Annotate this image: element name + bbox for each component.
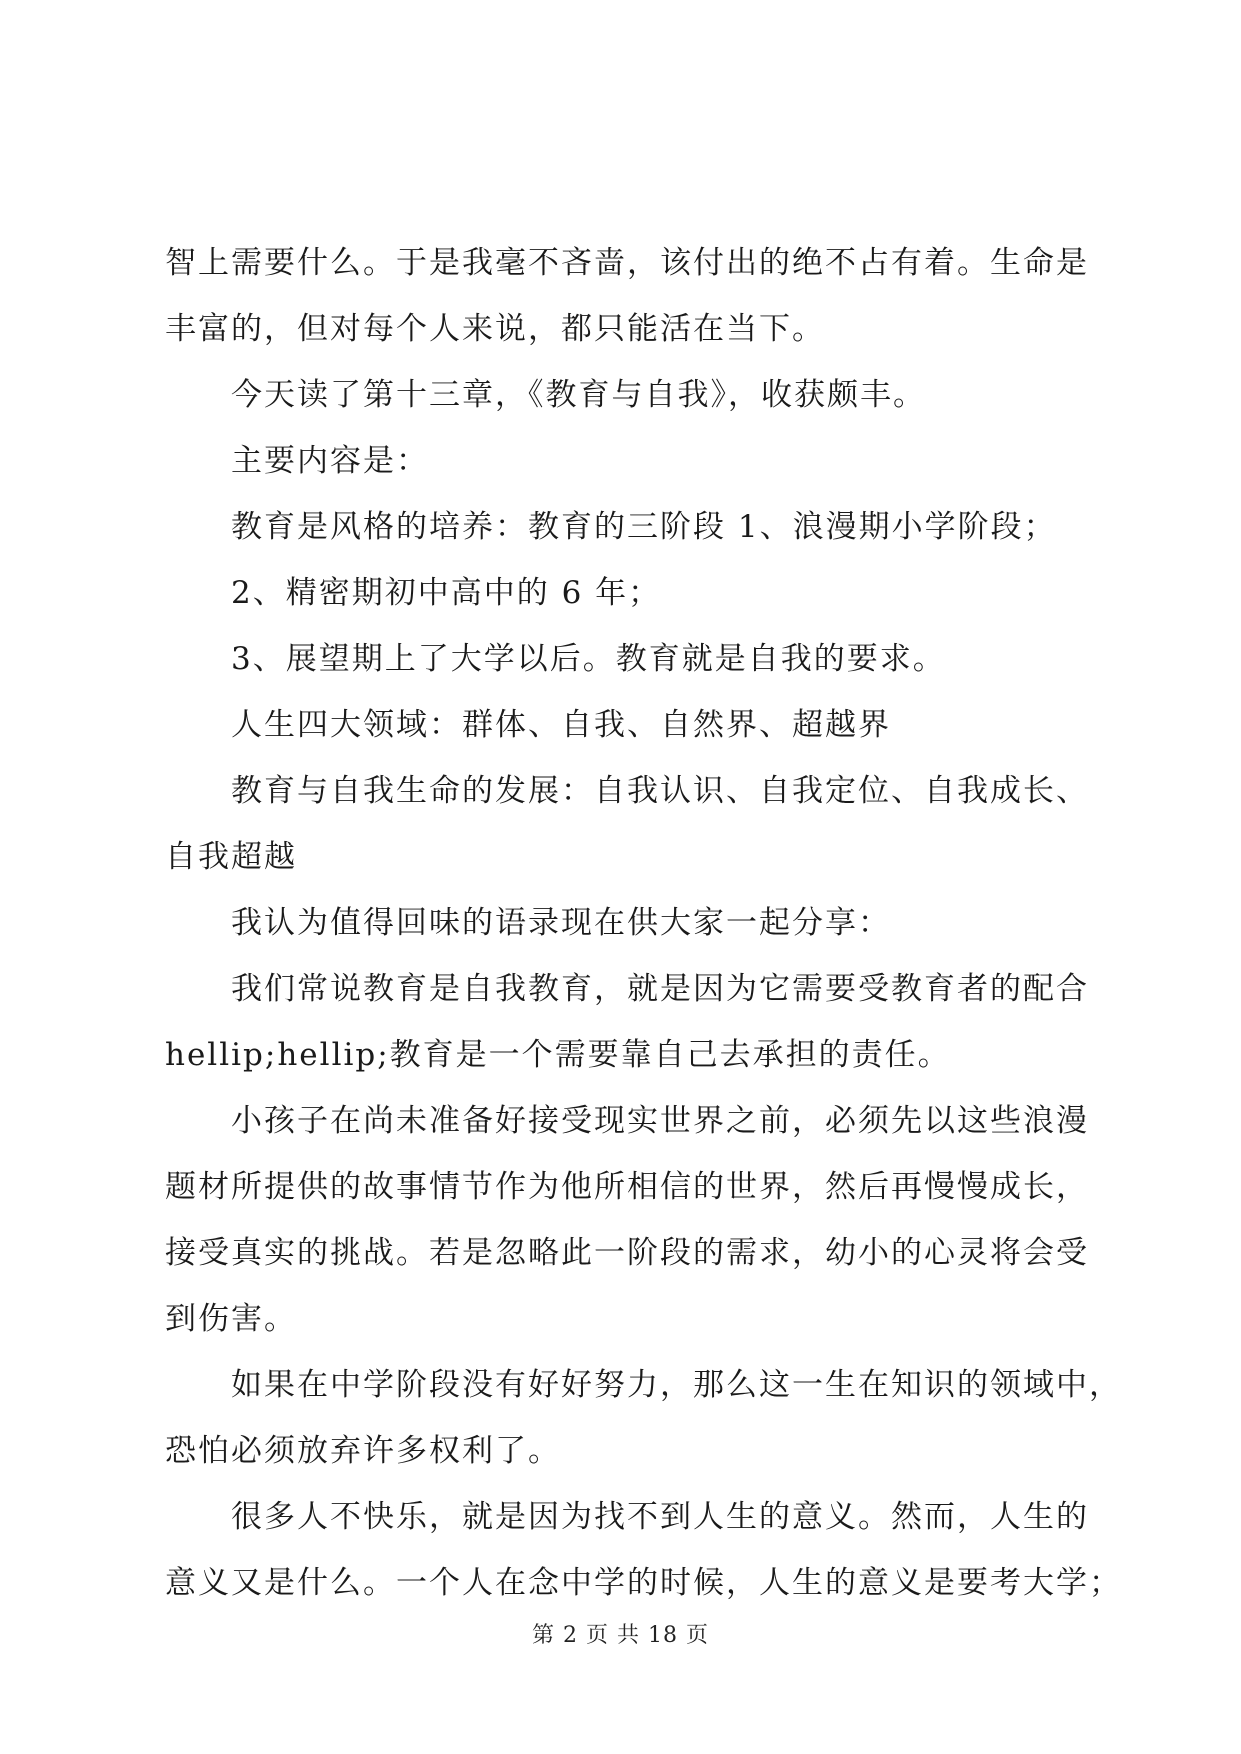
text-line: 如果在中学阶段没有好好努力，那么这一生在知识的领域中， bbox=[231, 1367, 1122, 1403]
text-line: 智上需要什么。于是我毫不吝啬，该付出的绝不占有着。生命是 bbox=[165, 245, 1089, 281]
text-line: 小孩子在尚未准备好接受现实世界之前，必须先以这些浪漫 bbox=[231, 1103, 1089, 1139]
text-line: 丰富的，但对每个人来说，都只能活在当下。 bbox=[165, 311, 825, 347]
text-line: 今天读了第十三章，《教育与自我》，收获颇丰。 bbox=[231, 377, 926, 413]
text-line: hellip;hellip;教育是一个需要靠自己去承担的责任。 bbox=[165, 1037, 951, 1073]
text-line: 自我超越 bbox=[165, 839, 297, 875]
text-line: 恐怕必须放弃许多权利了。 bbox=[165, 1433, 561, 1469]
text-line: 2、精密期初中高中的 6 年； bbox=[231, 575, 662, 611]
text-line: 意义又是什么。一个人在念中学的时候，人生的意义是要考大学； bbox=[165, 1565, 1122, 1601]
text-line: 接受真实的挑战。若是忽略此一阶段的需求，幼小的心灵将会受 bbox=[165, 1235, 1089, 1271]
text-line: 我认为值得回味的语录现在供大家一起分享： bbox=[231, 905, 891, 941]
text-line: 教育是风格的培养：教育的三阶段 1、浪漫期小学阶段； bbox=[231, 509, 1057, 545]
page-number-footer: 第 2 页 共 18 页 bbox=[532, 1623, 709, 1648]
document-body bbox=[165, 230, 1122, 1616]
text-line: 教育与自我生命的发展：自我认识、自我定位、自我成长、 bbox=[231, 773, 1089, 809]
text-line: 人生四大领域：群体、自我、自然界、超越界 bbox=[231, 707, 891, 743]
text-line: 我们常说教育是自我教育，就是因为它需要受教育者的配合 bbox=[231, 971, 1089, 1007]
text-line: 题材所提供的故事情节作为他所相信的世界，然后再慢慢成长， bbox=[165, 1169, 1089, 1205]
text-line: 主要内容是： bbox=[231, 443, 429, 479]
text-line: 很多人不快乐，就是因为找不到人生的意义。然而，人生的 bbox=[231, 1499, 1089, 1535]
text-line: 3、展望期上了大学以后。教育就是自我的要求。 bbox=[231, 641, 946, 677]
text-line: 到伤害。 bbox=[165, 1301, 297, 1337]
